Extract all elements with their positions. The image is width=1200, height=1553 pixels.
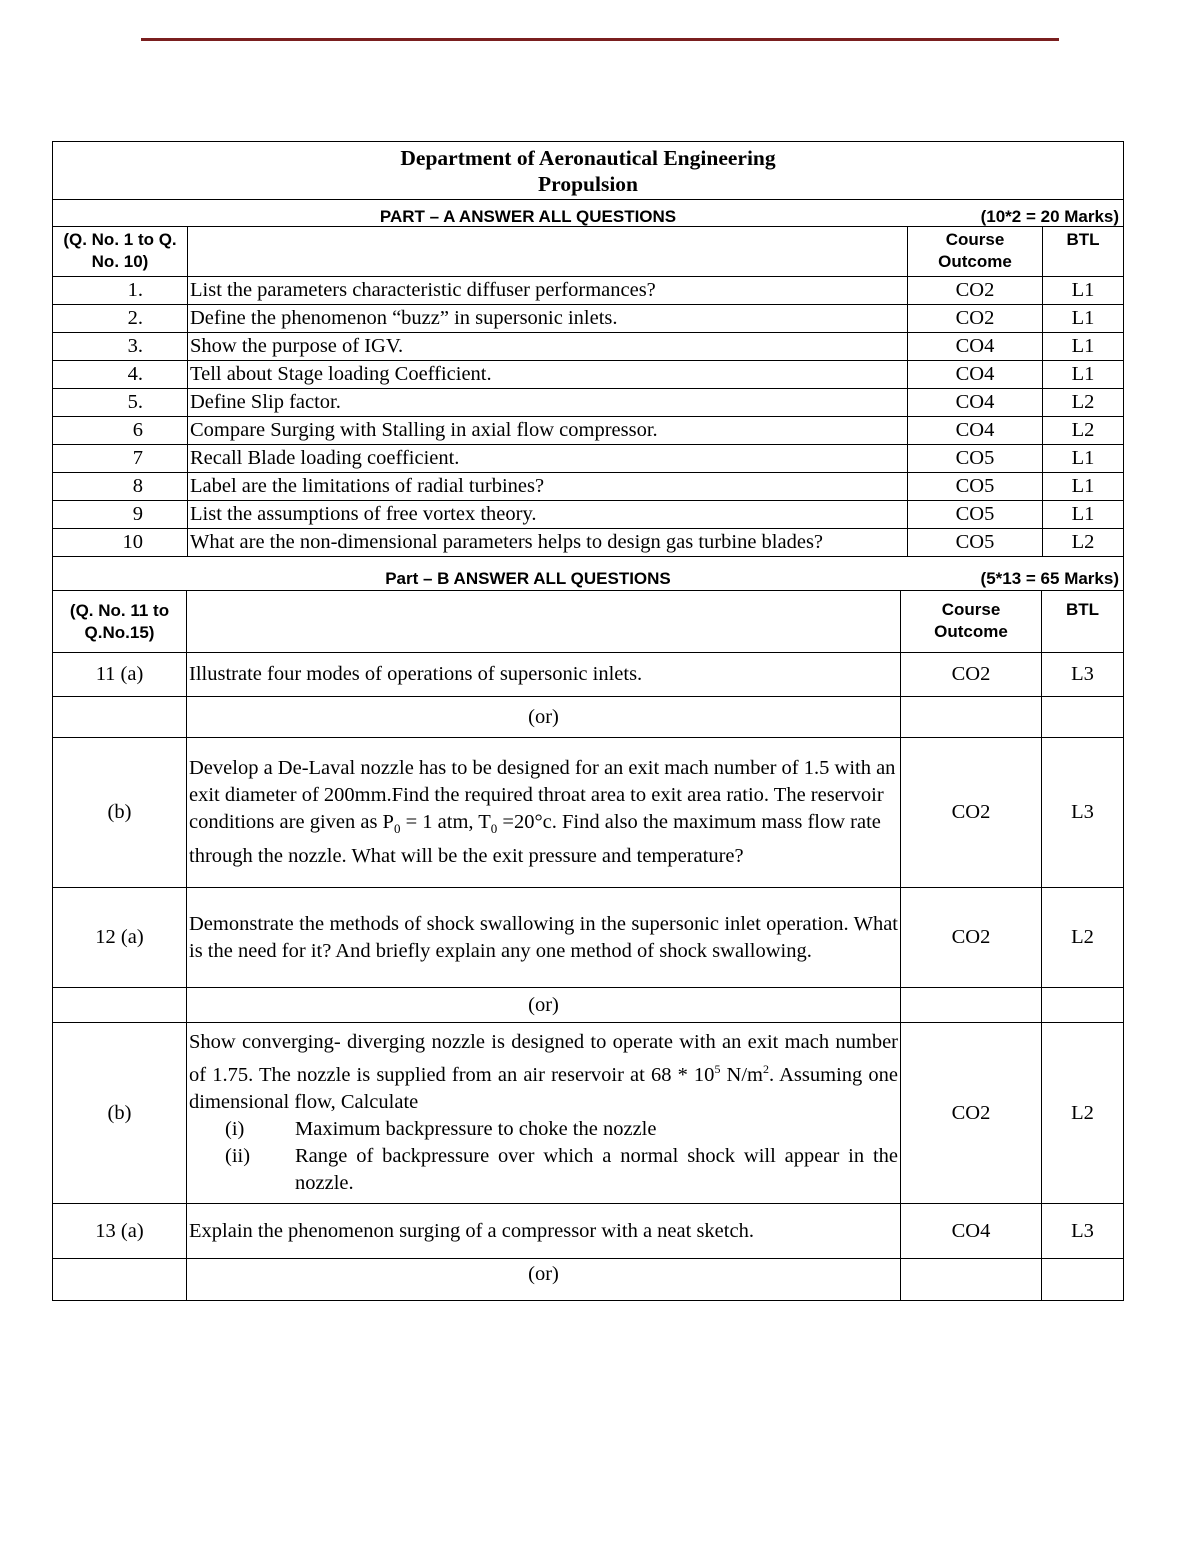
question-row-12a: [53, 888, 1124, 988]
question-text: Define Slip factor.: [188, 389, 908, 417]
question-row: [53, 417, 1124, 445]
question-text: Tell about Stage loading Coefficient.: [188, 361, 908, 389]
question-text: Recall Blade loading coefficient.: [188, 445, 908, 473]
question-text: Show converging- diverging nozzle is designed to operate with an exit mach number of 1.75. The nozzle is supplied from an air reservoir at $68 * 10^5$ $N/m^2$. Assuming one dimensional flow, Calculate (i) Maximum backpressure to choke the nozzle (ii) Range of backpressure over which a normal shock will appear in the nozzle.: [187, 1023, 901, 1204]
question-text: Illustrate four modes of operations of supersonic inlets.: [187, 653, 901, 697]
part-a-btl-header: BTL: [1043, 227, 1124, 277]
part-b-btl-header: BTL: [1042, 591, 1124, 653]
question-row: [53, 501, 1124, 529]
question-text: Show the purpose of IGV.: [188, 333, 908, 361]
btl-level: L1: [1043, 305, 1124, 333]
or-row-11: [53, 697, 1124, 738]
question-row-11b: [53, 738, 1124, 888]
part-a-table: [52, 141, 1124, 557]
part-b-header: [53, 557, 1124, 591]
question-row: [53, 445, 1124, 473]
or-row-13: [53, 1259, 1124, 1301]
course-outcome: CO2: [908, 277, 1043, 305]
question-number: 2.: [53, 305, 188, 333]
question-row: [53, 277, 1124, 305]
department-title: Department of Aeronautical Engineering: [400, 146, 776, 170]
part-b-co-header: Course Outcome: [901, 591, 1042, 653]
course-outcome: CO5: [908, 501, 1043, 529]
question-text: List the parameters characteristic diffuser performances?: [188, 277, 908, 305]
course-outcome: CO2: [901, 653, 1042, 697]
part-a-qno-header: (Q. No. 1 to Q. No. 10): [53, 227, 188, 277]
question-number: 7: [53, 445, 188, 473]
subject-title: Propulsion: [538, 172, 639, 196]
question-text: What are the non-dimensional parameters helps to design gas turbine blades?: [188, 529, 908, 557]
btl-level: L1: [1043, 333, 1124, 361]
part-a-title: PART – A ANSWER ALL QUESTIONS: [379, 207, 677, 226]
btl-level: L3: [1042, 1204, 1124, 1259]
or-label: (or): [187, 988, 901, 1023]
or-label: (or): [187, 697, 901, 738]
question-number: 4.: [53, 361, 188, 389]
sub-question-i: (i) Maximum backpressure to choke the nozzle: [225, 1117, 657, 1140]
question-paper: [52, 141, 1123, 1301]
btl-level: L3: [1042, 653, 1124, 697]
question-row: [53, 389, 1124, 417]
sub-question-ii: (ii) Range of backpressure over which a normal shock will appear in the nozzle.: [225, 1144, 898, 1194]
question-number: 13 (a): [53, 1204, 187, 1259]
course-outcome: CO5: [908, 529, 1043, 557]
question-row: [53, 529, 1124, 557]
btl-level: L3: [1042, 738, 1124, 888]
btl-level: L1: [1043, 501, 1124, 529]
question-row: [53, 361, 1124, 389]
course-outcome: CO4: [908, 361, 1043, 389]
course-outcome: CO2: [901, 888, 1042, 988]
question-text: Label are the limitations of radial turbines?: [188, 473, 908, 501]
course-outcome: CO4: [901, 1204, 1042, 1259]
btl-level: L1: [1043, 473, 1124, 501]
part-b-qno-header: (Q. No. 11 to Q.No.15): [53, 591, 187, 653]
course-outcome: CO4: [908, 333, 1043, 361]
question-number: 5.: [53, 389, 188, 417]
question-text: Develop a De-Laval nozzle has to be designed for an exit mach number of 1.5 with an exit diameter of 200mm.Find the required throat area to exit area ratio. The reservoir conditions are given as $P_0 = 1$ atm, $T_0 =20^\circ c$. Find also the maximum mass flow rate through the nozzle. What will be the exit pressure and temperature?: [187, 738, 901, 888]
btl-level: L2: [1043, 389, 1124, 417]
course-outcome: CO5: [908, 473, 1043, 501]
course-outcome: CO5: [908, 445, 1043, 473]
course-outcome: CO2: [908, 305, 1043, 333]
btl-level: L2: [1043, 417, 1124, 445]
btl-level: L2: [1042, 888, 1124, 988]
question-row-11a: [53, 653, 1124, 697]
question-number: 8: [53, 473, 188, 501]
btl-level: L2: [1042, 1023, 1124, 1204]
btl-level: L1: [1043, 361, 1124, 389]
question-text: Demonstrate the methods of shock swallowing in the supersonic inlet operation. What is the need for it? And briefly explain any one method of shock swallowing.: [187, 888, 901, 988]
question-text: List the assumptions of free vortex theory.: [188, 501, 908, 529]
course-outcome: CO2: [901, 1023, 1042, 1204]
part-a-co-header: Course Outcome: [908, 227, 1043, 277]
question-row-12b: [53, 1023, 1124, 1204]
part-a-question-header: [188, 227, 908, 277]
course-outcome: CO4: [908, 417, 1043, 445]
question-row-13a: [53, 1204, 1124, 1259]
question-number: 1.: [53, 277, 188, 305]
part-b-marks: (5*13 = 65 Marks): [980, 569, 1119, 588]
course-outcome: CO2: [901, 738, 1042, 888]
btl-level: L1: [1043, 445, 1124, 473]
question-row: [53, 473, 1124, 501]
part-b-table: [52, 556, 1124, 1301]
question-row: [53, 305, 1124, 333]
part-a-header: [53, 200, 1124, 227]
part-b-title: Part – B ANSWER ALL QUESTIONS: [385, 569, 671, 588]
question-number: 10: [53, 529, 188, 557]
part-a-marks: (10*2 = 20 Marks): [980, 207, 1120, 226]
header-rule: [141, 38, 1059, 41]
question-number: 9: [53, 501, 188, 529]
question-number: (b): [53, 1023, 187, 1204]
question-text: Compare Surging with Stalling in axial flow compressor.: [188, 417, 908, 445]
or-label: (or): [187, 1259, 901, 1301]
question-row: [53, 333, 1124, 361]
title-block: [53, 142, 1124, 200]
or-row-12: [53, 988, 1124, 1023]
question-number: 11 (a): [53, 653, 187, 697]
question-number: 3.: [53, 333, 188, 361]
question-text: Explain the phenomenon surging of a compressor with a neat sketch.: [187, 1204, 901, 1259]
question-text: Define the phenomenon “buzz” in supersonic inlets.: [188, 305, 908, 333]
part-b-question-header: [187, 591, 901, 653]
question-number: 6: [53, 417, 188, 445]
question-number: (b): [53, 738, 187, 888]
question-number: 12 (a): [53, 888, 187, 988]
course-outcome: CO4: [908, 389, 1043, 417]
btl-level: L2: [1043, 529, 1124, 557]
btl-level: L1: [1043, 277, 1124, 305]
